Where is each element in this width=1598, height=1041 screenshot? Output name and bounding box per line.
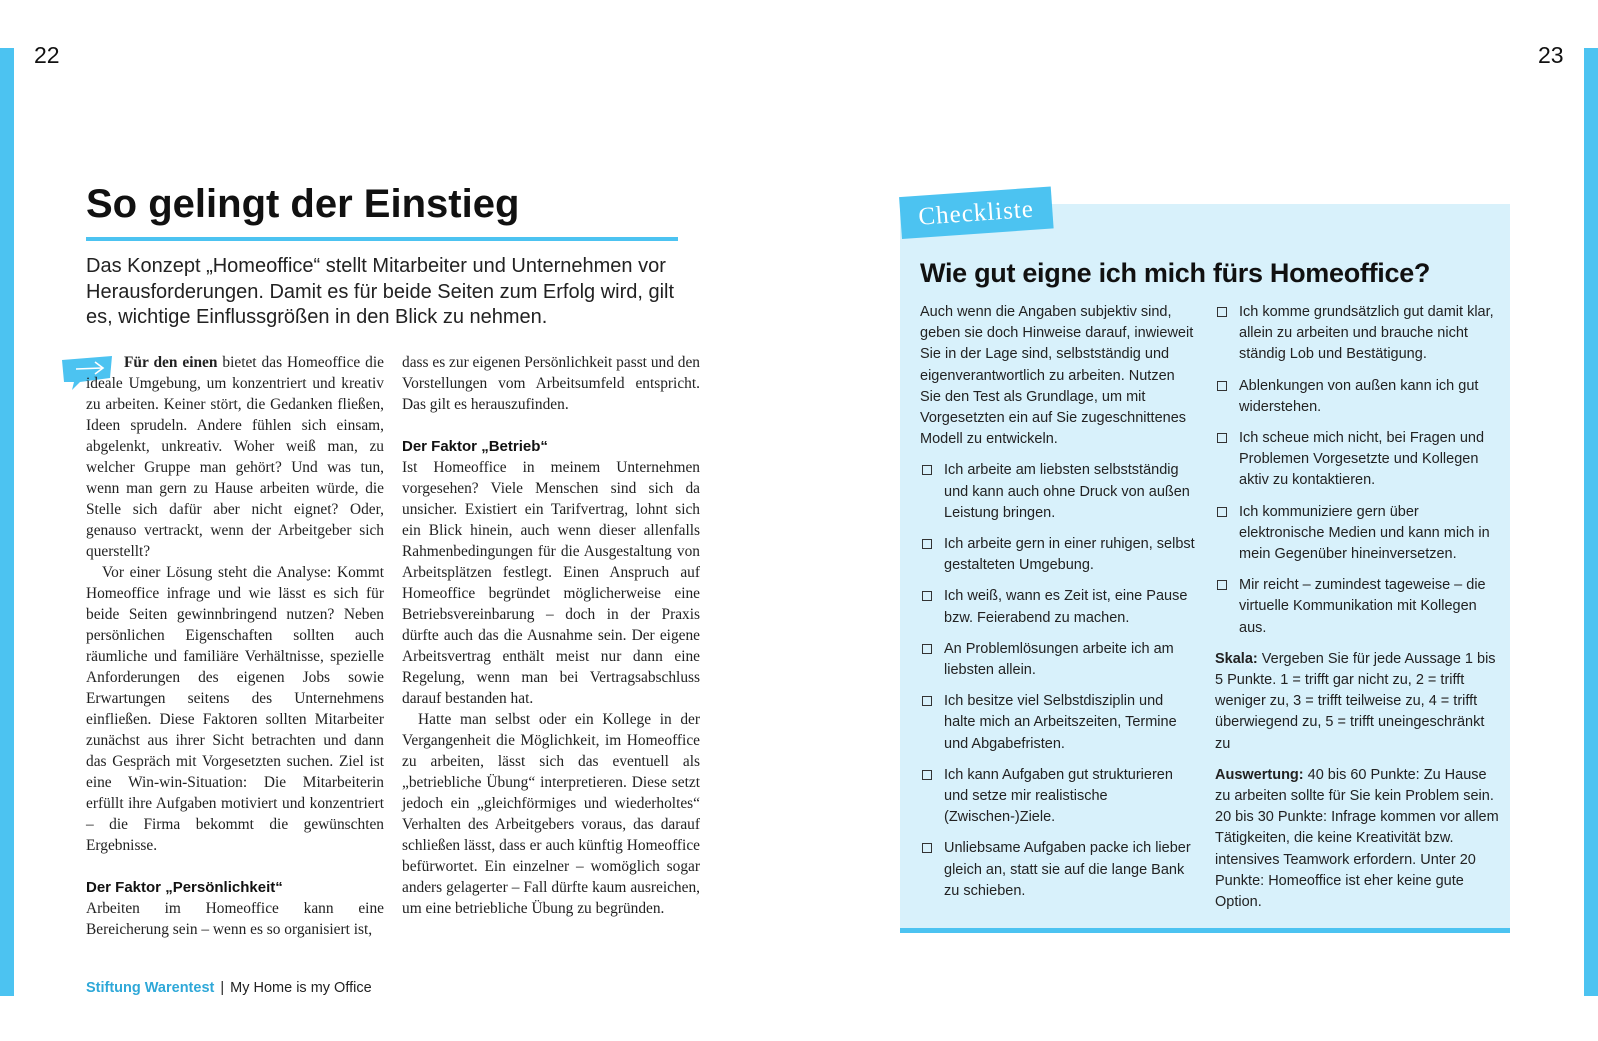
checklist-item-text: Ich weiß, wann es Zeit ist, eine Pause bzw. Feierabend zu machen. (944, 588, 1188, 626)
heading-personal: Der Faktor „Persönlichkeit“ (86, 879, 283, 896)
page-number-left: 22 (34, 42, 60, 68)
checkbox-icon[interactable] (1217, 381, 1227, 391)
checklist-tab-label: Checkliste (917, 195, 1035, 231)
article-column-2 (402, 352, 700, 919)
scale-label: Skala: (1215, 650, 1258, 667)
checklist-item-text: Ich scheue mich nicht, bei Fragen und Problemen Vorgesetzte und Kollegen aktiv zu kontaktieren. (1239, 430, 1485, 489)
checklist-item[interactable] (920, 838, 1196, 902)
title-underline (86, 237, 678, 241)
evaluation-note (1215, 765, 1501, 913)
checklist-item[interactable] (920, 765, 1196, 829)
checklist-item[interactable] (1215, 376, 1501, 418)
paragraph-company: Ist Homeoffice in meinem Unternehmen vorgesehen? Viele Menschen sind sich da unsicher. Existiert ein Tarifvertrag, lohnt sich ein Blick hinein, auch wenn dieser allenfalls Rahmenbedingungen für die Ausgestaltung von Arbeitsplätzen festlegt. Einen Anspruch auf Homeoffice begründet möglicherweise eine Betriebsvereinbarung – doch in der Praxis dürfte auch das die Ausnahme sein. Der eigene Arbeitsvertrag enthält meist nur dann eine Regelung, wenn man bei Vertragsabschluss darauf bestanden hat. (402, 459, 700, 707)
article-column-1 (86, 352, 384, 940)
footer-book-title: My Home is my Office (230, 980, 372, 996)
checklist-item-text: Ich kann Aufgaben gut strukturieren und setze mir realistische (Zwischen-)Ziele. (944, 766, 1173, 826)
heading-company: Der Faktor „Betrieb“ (402, 438, 548, 455)
right-edge-bar (1584, 48, 1598, 996)
paragraph-practice: Hatte man selbst oder ein Kollege in der Vergangenheit die Möglichkeit, im Homeoffice zu arbeiten, lässt sich das eventuell als „betriebliche Übung“ interpretieren. Diese setzt jedoch ein „gleichförmiges und wiederholtes“ Verhalten des Arbeitgebers voraus, das darauf schließen lässt, dass er auch künftig Homeoffice befürwortet. Ein einzelner – womöglich sogar anders gelagerter – Fall dürfte kaum ausreichen, um eine betriebliche Übung zu begründen. (402, 711, 700, 917)
evaluation-label: Auswertung: (1215, 766, 1304, 783)
checklist-intro: Auch wenn die Angaben subjektiv sind, geben sie doch Hinweise darauf, inwieweit Sie in der Lage sind, selbstständig und eigenverantwortlich zu arbeiten. Nutzen Sie den Test als Grundlage, um mit Vorgesetzten ein auf Sie zugeschnittenes Modell zu entwickeln. (920, 304, 1194, 448)
scale-note (1215, 649, 1501, 755)
footer-separator: | (220, 980, 225, 996)
paragraph-personal-continued: dass es zur eigenen Persönlichkeit passt und den Vorstellungen vom Arbeitsumfeld entspricht. Das gilt es herauszufinden. (402, 354, 700, 413)
checkbox-icon[interactable] (1217, 433, 1227, 443)
checklist-item[interactable] (1215, 575, 1501, 639)
paragraph-personal: Arbeiten im Homeoffice kann eine Bereicherung sein – wenn es so organisiert ist, (86, 900, 384, 938)
checklist-item-text: Unliebsame Aufgaben packe ich lieber gleich an, statt sie auf die lange Bank zu schieben. (944, 840, 1191, 899)
page-title: So gelingt der Einstieg (86, 182, 520, 226)
checkbox-icon[interactable] (922, 644, 932, 654)
checklist-item[interactable] (920, 586, 1196, 628)
evaluation-text: 40 bis 60 Punkte: Zu Hause zu arbeiten sollte für Sie kein Problem sein. 20 bis 30 Punkte: Infrage kommen vor allem Tätigkeiten, die keine Kreativität bzw. intensives Teamwork erfordern. Unter 20 Punkte: Homeoffice ist eher keine gute Option. (1215, 766, 1499, 911)
checkbox-icon[interactable] (922, 465, 932, 475)
paragraph-intro (86, 352, 384, 562)
checkbox-icon[interactable] (1217, 580, 1227, 590)
checklist-item-text: Ich besitze viel Selbstdisziplin und halte mich an Arbeitszeiten, Termine und Abgabefristen. (944, 693, 1177, 752)
checklist-item[interactable] (920, 691, 1196, 755)
checkbox-icon[interactable] (922, 770, 932, 780)
checklist-item-text: An Problemlösungen arbeite ich am liebsten allein. (944, 640, 1174, 679)
checkbox-icon[interactable] (922, 696, 932, 706)
checklist-item-text: Ich komme grundsätzlich gut damit klar, allein zu arbeiten und brauche nicht ständig Lob und Bestätigung. (1239, 304, 1494, 363)
intro-text: bietet das Homeoffice die ideale Umgebung, um konzentriert und kreativ zu arbeiten. Keiner stört, die Gedanken fließen, Ideen sprudeln. Andere fühlen sich einsam, abgelenkt, unkreativ. Woher weiß man, zu welcher Gruppe man gehört? Und was tun, wenn man gern zu Hause arbeiten würde, die Stelle sich dafür aber nicht eignet? Oder, genauso vertrackt, wenn der Arbeitgeber sich querstellt? (86, 354, 384, 560)
checklist-item[interactable] (920, 534, 1196, 576)
page-footer (86, 980, 372, 996)
checkbox-icon[interactable] (922, 591, 932, 601)
lead-paragraph: Das Konzept „Homeoffice“ stellt Mitarbeiter und Unternehmen vor Herausforderungen. Damit es für beide Seiten zum Erfolg wird, gilt es, wichtige Einflussgrößen in den Blick zu nehmen. (86, 255, 675, 328)
checklist-item[interactable] (1215, 502, 1501, 566)
checklist-item[interactable] (1215, 302, 1501, 366)
page-number-right: 23 (1538, 42, 1564, 68)
footer-brand: Stiftung Warentest (86, 980, 215, 996)
checklist-title: Wie gut eigne ich mich fürs Homeoffice? (920, 258, 1431, 288)
checklist-column-2 (1215, 302, 1501, 923)
checklist-item-text: Ablenkungen von außen kann ich gut widerstehen. (1239, 377, 1479, 415)
scale-text: Vergeben Sie für jede Aussage 1 bis 5 Punkte. 1 = trifft gar nicht zu, 2 = trifft weniger zu, 3 = trifft teilweise zu, 4 = trifft überwiegend zu, 5 = trifft uneingeschränkt zu (1215, 650, 1496, 752)
checklist-item[interactable] (920, 639, 1196, 681)
checklist-item-text: Ich kommuniziere gern über elektronische Medien und kann mich in mein Gegenüber hineinversetzen. (1239, 503, 1490, 563)
checklist-item-text: Ich arbeite gern in einer ruhigen, selbst gestalteten Umgebung. (944, 536, 1195, 574)
paragraph-analysis: Vor einer Lösung steht die Analyse: Kommt Homeoffice infrage und wie lässt es sich für beide Seiten gewinnbringend nutzen? Neben persönlichen Eigenschaften sollten auch räumliche und familiäre Verhältnisse, spezielle Anforderungen des eigenen Jobs sowie Erwartungen seitens des Unternehmens einfließen. Diese Faktoren sollten Mitarbeiter zunächst aus ihrer Sicht betrachten und dann das Gespräch mit Vorgesetzten suchen. Ziel ist eine Win-win-Situation: Die Mitarbeiterin erfüllt ihre Aufgaben motiviert und konzentriert – die Firma bekommt die gewünschten Ergebnisse. (86, 564, 384, 854)
intro-bold-text: Für den einen (124, 354, 218, 371)
checklist-item-text: Mir reicht – zumindest tageweise – die virtuelle Kommunikation mit Kollegen aus. (1239, 577, 1486, 636)
left-edge-bar (0, 48, 14, 996)
checklist-column-1 (920, 302, 1196, 912)
checklist-item-text: Ich arbeite am liebsten selbstständig und kann auch ohne Druck von außen Leistung bringen. (944, 462, 1190, 521)
checkbox-icon[interactable] (922, 843, 932, 853)
checklist-item[interactable] (920, 460, 1196, 524)
checklist-item[interactable] (1215, 428, 1501, 492)
checkbox-icon[interactable] (922, 539, 932, 549)
checkbox-icon[interactable] (1217, 507, 1227, 517)
checkbox-icon[interactable] (1217, 307, 1227, 317)
